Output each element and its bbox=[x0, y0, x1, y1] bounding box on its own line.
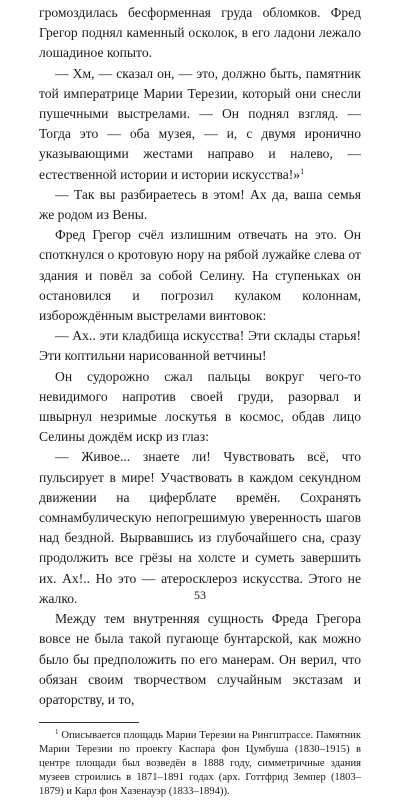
paragraph-continuation: громоздилась бесформенная груда обломков. Фред Грегор поднял каменный осколок, в его ладони лежало лошадиное копыто. bbox=[39, 5, 361, 61]
paragraph-text: — Хм, — сказал он, — это, должно быть, памятник той императрице Марии Терезии, который они снесли пушечными выстрелами. — Он поднял взгляд. — Тогда это — оба музея, — и, с двумя иронично указывающими жестами направо и налево, — естественной истории и истории искусства!» bbox=[39, 65, 361, 182]
footnote-text: Описывается площадь Марии Терезии на Рингштрассе. Памятник Марии Терезии по проекту Каспара фон Цумбуша (1830–1915) в центре площади был возведён в 1888 году, симметричные здания музеев строились в 1871–1891 годах (арх. Готтфрид Земпер (1803–1879) и Карл фон Хазенауэр (1833–1894)). bbox=[39, 730, 361, 798]
footnote-divider bbox=[39, 722, 139, 723]
footnote-marker: 1 bbox=[55, 728, 59, 737]
paragraph bbox=[39, 64, 361, 185]
footnote-reference[interactable]: 1 bbox=[300, 166, 305, 176]
paragraph: Между тем внутренняя сущность Фреда Грегора вовсе не была такой пугающе бунтарской, как можно было бы предположить по его манерам. Он верил, что обязан своим творчеством случайным экстазам и ораторству, и то, bbox=[39, 611, 361, 707]
main-text bbox=[39, 3, 361, 710]
page-body bbox=[39, 3, 361, 800]
page-number: 53 bbox=[194, 588, 206, 602]
footnote bbox=[39, 729, 361, 799]
paragraph: — Живое... знаете ли! Чувствовать всё, что пульсирует в мире! Участвовать в каждом секундном движении на циферблате времён. Сохранять сомнамбулическую непогрешимую уверенность шагов над бездной. Вырвавшись из глубочайшего сна, сразу продолжить все грёзы на холсте и суметь завершить их. Ах!.. Но это — атеросклероз искусства. Этого не жалко. bbox=[39, 449, 361, 606]
paragraph: Он судорожно сжал пальцы вокруг чего-то невидимого напротив своей груди, разорвал и швырнул незримые лоскутья в космос, обдав лицо Селины дождём искр из глаз: bbox=[39, 368, 361, 445]
paragraph: Фред Грегор счёл излишним отвечать на это. Он споткнулся о кротовую нору на рябой лужайке слева от здания и повёл за собой Селину. На ступеньках он остановился и погрозил кулаком колоннам, изборождённым выстрелами винтовок: bbox=[39, 227, 361, 324]
paragraph: — Ах.. эти кладбища искусства! Эти склады старья! Эти коптильни нарисованной ветчины! bbox=[39, 328, 361, 364]
paragraph: — Так вы разбираетесь в этом! Ах да, ваша семья же родом из Вены. bbox=[39, 186, 361, 223]
